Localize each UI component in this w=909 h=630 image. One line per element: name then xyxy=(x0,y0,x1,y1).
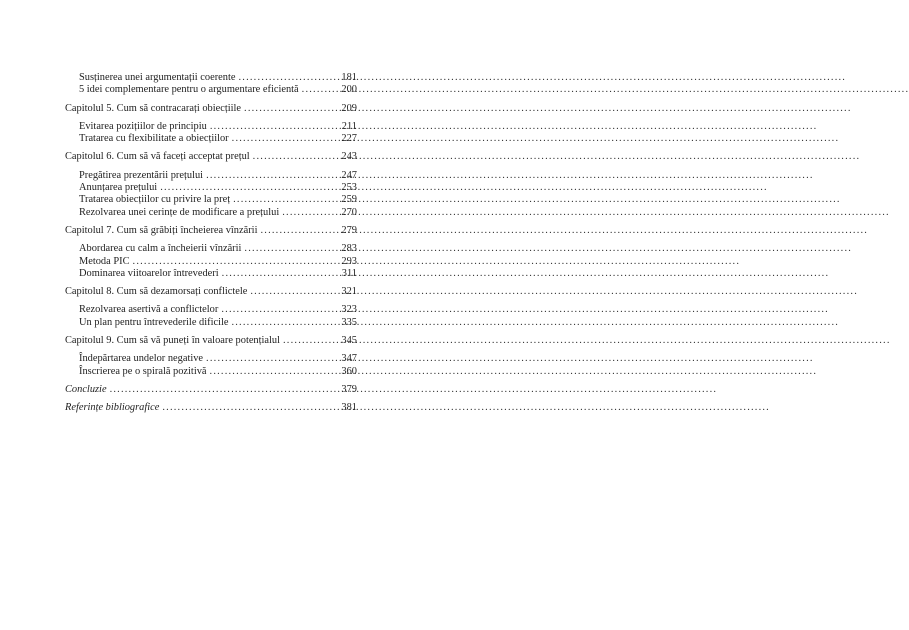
dot-leader xyxy=(133,256,338,268)
toc-entry-page: 323 xyxy=(341,304,357,316)
toc-chapter-heading[interactable] xyxy=(65,225,357,237)
dot-leader xyxy=(221,304,338,316)
dot-leader xyxy=(160,182,338,194)
dot-leader xyxy=(253,151,338,163)
dot-leader xyxy=(238,72,338,84)
toc-chapter-title: Capitolul 5. Cum să contracarați obiecțiile xyxy=(65,102,242,114)
toc-entry[interactable] xyxy=(65,170,357,182)
toc-chapter-heading[interactable] xyxy=(65,151,357,163)
dot-leader xyxy=(210,366,338,378)
toc-entry-page: 360 xyxy=(341,365,357,377)
toc-chapter-title: Capitolul 7. Cum să grăbiți încheierea vînzării xyxy=(65,224,258,236)
toc-entry-page: 181 xyxy=(341,72,357,83)
dot-leader xyxy=(283,335,338,347)
dot-leader xyxy=(110,384,338,396)
toc-entry-title: Referințe bibliografice xyxy=(65,402,160,414)
toc-entry[interactable] xyxy=(65,121,357,133)
toc-entry-page: 270 xyxy=(341,206,357,218)
toc-entry-page: 253 xyxy=(341,182,357,194)
toc-entry[interactable] xyxy=(65,353,357,365)
toc-entry[interactable] xyxy=(65,207,357,219)
toc-entry-title: Metoda PIC xyxy=(79,255,130,267)
dot-leader xyxy=(260,225,338,237)
toc-chapter-7 xyxy=(65,225,357,280)
dot-leader xyxy=(206,170,338,182)
toc-chapter-title: Capitolul 9. Cum să vă puneți în valoare potențialul xyxy=(65,335,280,347)
toc-conclusion[interactable] xyxy=(65,384,357,396)
toc-entry-title: Evitarea pozițiilor de principiu xyxy=(79,120,207,132)
dot-leader xyxy=(282,207,338,219)
toc-chapter-heading[interactable] xyxy=(65,286,357,298)
toc-entry[interactable] xyxy=(65,256,357,268)
dot-leader xyxy=(302,84,338,96)
toc-entry[interactable] xyxy=(65,194,357,206)
toc-entry-title: Tratarea obiecțiilor cu privire la preț xyxy=(79,194,231,206)
toc-back-matter xyxy=(65,384,357,415)
toc-entry-title: Concluzie xyxy=(65,383,107,395)
dot-leader xyxy=(233,194,338,206)
toc-entry-title: Pregătirea prezentării prețului xyxy=(79,169,204,181)
toc-entry-page: 335 xyxy=(341,316,357,328)
toc-entry-page: 247 xyxy=(341,169,357,181)
dot-leader xyxy=(210,121,338,133)
toc-entry-page: 293 xyxy=(341,255,357,267)
toc-chapter-6 xyxy=(65,151,357,218)
toc-entry-page: 283 xyxy=(341,243,357,255)
toc-entry[interactable] xyxy=(65,84,357,96)
dot-leader xyxy=(250,286,338,298)
toc-chapter-page: 243 xyxy=(341,151,357,163)
toc-entry-page: 379 xyxy=(341,383,357,395)
toc-entry[interactable] xyxy=(65,133,357,145)
toc-chapter-title: Capitolul 8. Cum să dezamorsați conflictele xyxy=(65,286,248,298)
toc-entry-title: Rezolvarea unei cerințe de modificare a prețului xyxy=(79,206,280,218)
dot-leader xyxy=(244,103,338,115)
toc-entry[interactable] xyxy=(65,243,357,255)
toc-entry-title: Anunțarea prețului xyxy=(79,182,158,194)
toc-entry[interactable] xyxy=(65,366,357,378)
toc-entry-page: 200 xyxy=(341,84,357,96)
toc-chapter-title: Capitolul 6. Cum să vă faceți acceptat prețul xyxy=(65,151,250,163)
toc-entry[interactable] xyxy=(65,317,357,329)
toc-entry-title: Un plan pentru întrevederile dificile xyxy=(79,316,229,328)
toc-chapter-8 xyxy=(65,286,357,329)
toc-entry-title: Rezolvarea asertivă a conflictelor xyxy=(79,304,219,316)
dot-leader xyxy=(231,317,338,329)
toc-chapter-9 xyxy=(65,335,357,378)
toc-entry-title: 5 idei complementare pentru o argumentare eficientă xyxy=(79,84,299,96)
dot-leader xyxy=(162,402,338,414)
toc-entry[interactable] xyxy=(65,268,357,280)
dot-leader xyxy=(244,243,338,255)
toc-entry-page: 381 xyxy=(341,402,357,414)
toc-entry[interactable] xyxy=(65,72,357,84)
toc-entry-title: Susținerea unei argumentații coerente xyxy=(79,72,236,83)
toc-block-continuation xyxy=(65,72,357,97)
toc-entry-page: 227 xyxy=(341,133,357,145)
toc-chapter-heading[interactable] xyxy=(65,335,357,347)
toc-references[interactable] xyxy=(65,402,357,414)
toc-chapter-5 xyxy=(65,103,357,146)
toc-entry-title: Îndepărtarea undelor negative xyxy=(79,353,204,365)
toc-entry-page: 347 xyxy=(341,353,357,365)
toc-entry[interactable] xyxy=(65,304,357,316)
toc-entry-title: Înscrierea pe o spirală pozitivă xyxy=(79,365,207,377)
toc-chapter-heading[interactable] xyxy=(65,103,357,115)
toc-entry-page: 311 xyxy=(341,267,357,279)
dot-leader xyxy=(206,353,338,365)
toc-entry-title: Abordarea cu calm a încheierii vînzării xyxy=(79,243,242,255)
toc-entry-title: Dominarea viitoarelor întrevederi xyxy=(79,267,219,279)
toc-chapter-page: 209 xyxy=(341,102,357,114)
toc-chapter-page: 321 xyxy=(341,286,357,298)
toc-entry-page: 259 xyxy=(341,194,357,206)
toc-chapter-page: 345 xyxy=(341,335,357,347)
toc-entry-title: Tratarea cu flexibilitate a obiecțiilor xyxy=(79,133,229,145)
toc-entry[interactable] xyxy=(65,182,357,194)
toc-entry-page: 211 xyxy=(341,120,357,132)
toc-chapter-page: 279 xyxy=(341,224,357,236)
table-of-contents xyxy=(65,72,357,421)
dot-leader xyxy=(222,268,338,280)
dot-leader xyxy=(232,133,338,145)
